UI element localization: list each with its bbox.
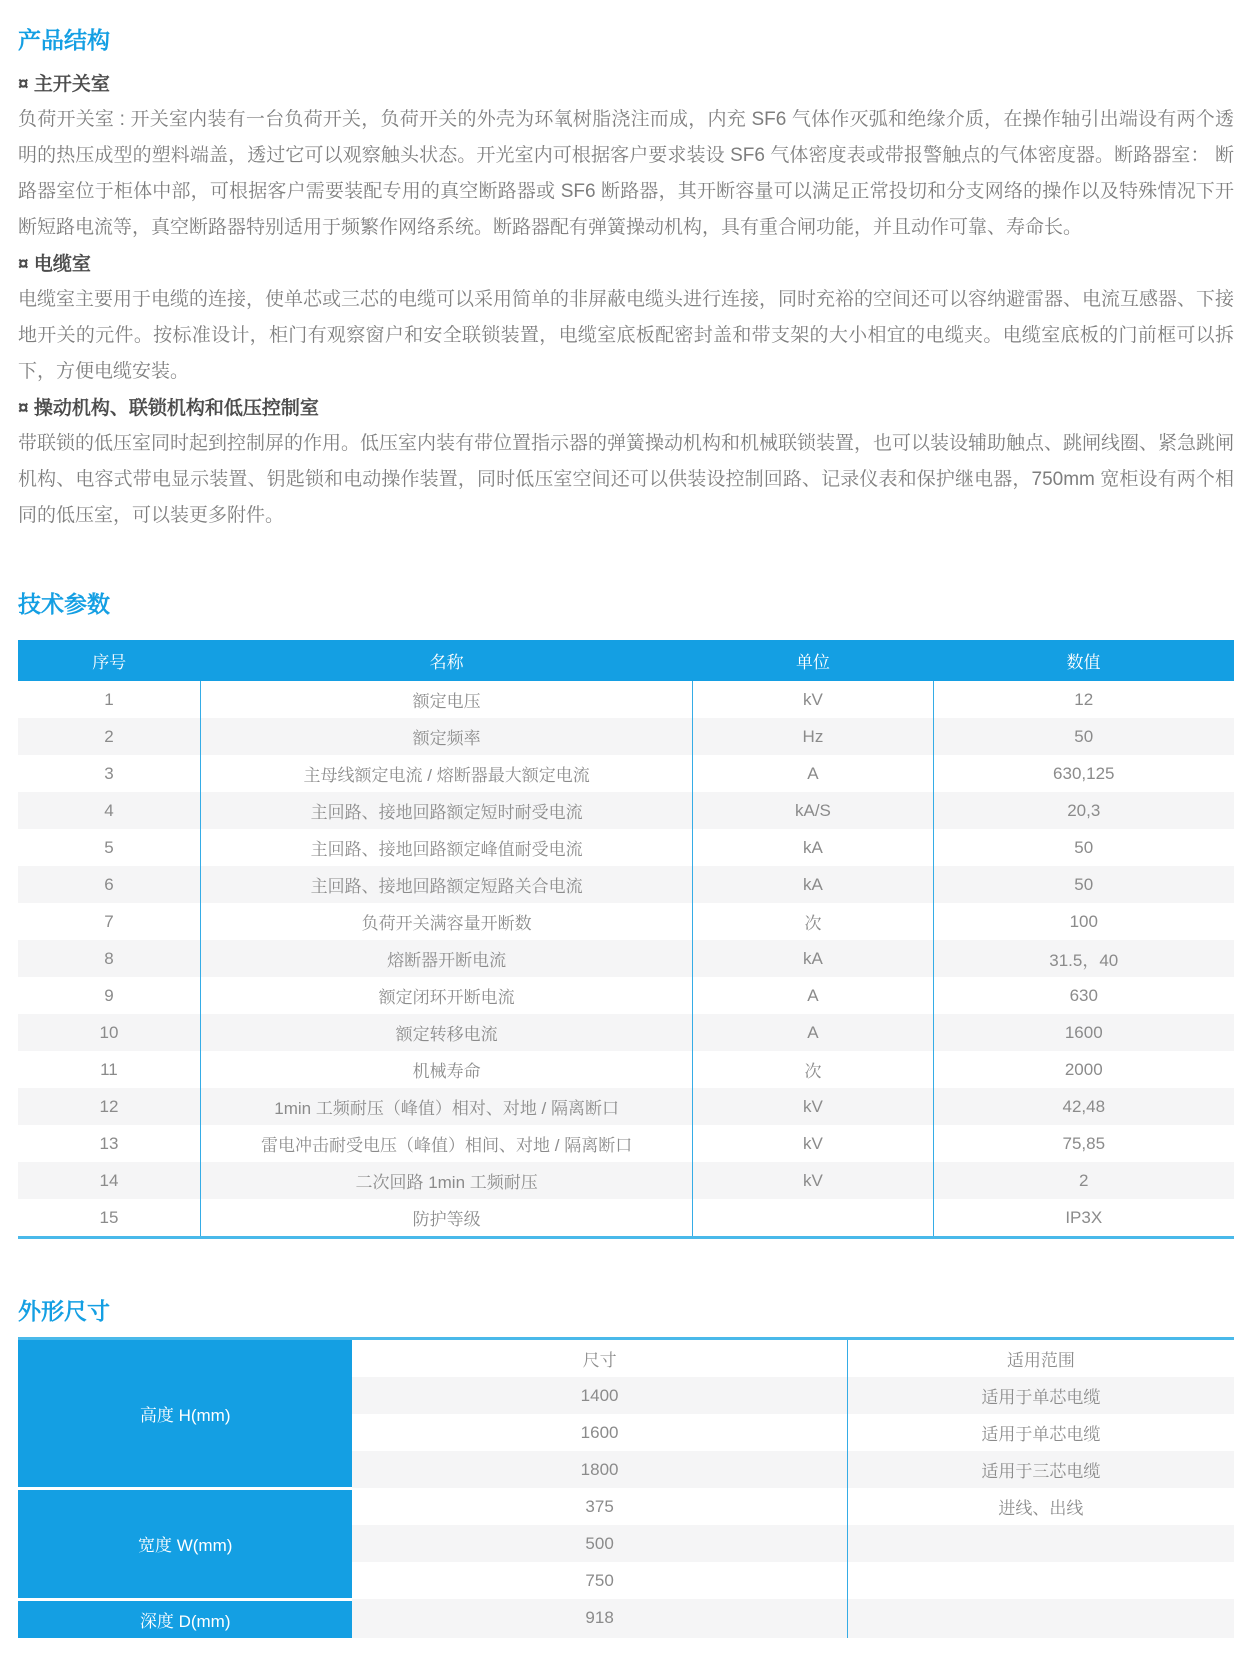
cell-range: 进线、出线 bbox=[998, 1499, 1084, 1518]
cell-name: 二次回路 1min 工频耐压 bbox=[200, 1162, 692, 1199]
cell-name: 主母线额定电流 / 熔断器最大额定电流 bbox=[200, 755, 692, 792]
cell-unit: A bbox=[693, 755, 933, 792]
table-header-row bbox=[18, 1339, 1234, 1378]
cell-name: 主回路、接地回路额定短时耐受电流 bbox=[200, 792, 692, 829]
dimensions-table bbox=[18, 1337, 1234, 1638]
table-row bbox=[18, 1014, 1234, 1051]
cell-range bbox=[847, 1525, 1234, 1562]
cell-index: 2 bbox=[18, 718, 200, 755]
cell-size: 375 bbox=[352, 1488, 847, 1525]
cell-size: 918 bbox=[352, 1599, 847, 1638]
cell-unit: A bbox=[693, 977, 933, 1014]
cell-unit: kA bbox=[693, 866, 933, 903]
cell-value: 42,48 bbox=[1062, 1096, 1106, 1116]
cell-unit: kA/S bbox=[693, 792, 933, 829]
cell-value: 50 bbox=[1074, 874, 1094, 894]
cell-value: 630 bbox=[1069, 985, 1098, 1005]
paragraph-cable-room: 电缆室主要用于电缆的连接，使单芯或三芯的电缆可以采用简单的非屏蔽电缆头进行连接，同时充裕的空间还可以容纳避雷器、电流互感器、下接地开关的元件。按标准设计，柜门有观察窗户和安全联锁装置，电缆室底板配密封盖和带支架的大小相宜的电缆夹。电缆室底板的门前框可以拆下，方便电缆安装。 bbox=[18, 289, 1235, 382]
cell-index: 3 bbox=[18, 755, 200, 792]
paragraph-operating-mechanism: 带联锁的低压室同时起到控制屏的作用。低压室内装有带位置指示器的弹簧操动机构和机械联锁装置，也可以装设辅助触点、跳闸线圈、紧急跳闸机构、电容式带电显示装置、钥匙锁和电动操作装置，同时低压室空间还可以供装设控制回路、记录仪表和保护继电器，750mm 宽柜设有两个相同的低压室，可以装更多附件。 bbox=[18, 433, 1235, 526]
subsection-title-operating-mechanism: ¤ 操动机构、联锁机构和低压控制室 bbox=[18, 398, 319, 419]
cell-size: 1400 bbox=[352, 1377, 847, 1414]
cell-unit: Hz bbox=[693, 718, 933, 755]
table-row bbox=[18, 1051, 1234, 1088]
cell-value: 12 bbox=[1074, 689, 1094, 709]
table-row bbox=[18, 1599, 1234, 1638]
cell-unit: kV bbox=[693, 681, 933, 718]
cell-value: 2000 bbox=[1064, 1059, 1103, 1079]
cell-name: 额定频率 bbox=[200, 718, 692, 755]
table-row bbox=[18, 718, 1234, 755]
technical-parameters-table bbox=[18, 640, 1234, 1239]
cell-size: 500 bbox=[352, 1525, 847, 1562]
table-row bbox=[18, 1162, 1234, 1199]
table-header-row bbox=[18, 640, 1234, 681]
cell-index: 12 bbox=[18, 1088, 200, 1125]
row-group-label-depth: 深度 D(mm) bbox=[18, 1599, 352, 1638]
cell-unit: 次 bbox=[693, 903, 933, 940]
cell-index: 4 bbox=[18, 792, 200, 829]
column-header-value: 数值 bbox=[933, 640, 1234, 681]
cell-range: 适用于单芯电缆 bbox=[981, 1388, 1101, 1407]
cell-value: IP3X bbox=[1065, 1207, 1103, 1227]
column-header-index: 序号 bbox=[18, 640, 200, 681]
subsection-title-main-switch-room: ¤ 主开关室 bbox=[18, 74, 110, 95]
cell-index: 9 bbox=[18, 977, 200, 1014]
table-row bbox=[18, 940, 1234, 977]
table-row bbox=[18, 829, 1234, 866]
cell-size: 1800 bbox=[352, 1451, 847, 1488]
row-group-label-height: 高度 H(mm) bbox=[18, 1339, 352, 1489]
cell-range: 适用于单芯电缆 bbox=[981, 1425, 1101, 1444]
cell-unit: kA bbox=[693, 829, 933, 866]
cell-value: 20,3 bbox=[1067, 800, 1101, 820]
table-row bbox=[18, 755, 1234, 792]
table-row bbox=[18, 903, 1234, 940]
cell-size: 750 bbox=[352, 1562, 847, 1599]
cell-index: 14 bbox=[18, 1162, 200, 1199]
cell-unit: kV bbox=[693, 1088, 933, 1125]
cell-index: 13 bbox=[18, 1125, 200, 1162]
cell-unit bbox=[693, 1199, 933, 1238]
table-row bbox=[18, 1125, 1234, 1162]
cell-size: 1600 bbox=[352, 1414, 847, 1451]
table-row bbox=[18, 681, 1234, 718]
column-header-application-range: 适用范围 bbox=[1006, 1351, 1075, 1370]
cell-index: 5 bbox=[18, 829, 200, 866]
cell-value: 1600 bbox=[1064, 1022, 1103, 1042]
paragraph-main-switch-room: 负荷开关室 : 开关室内装有一台负荷开关，负荷开关的外壳为环氧树脂浇注而成，内充 SF6 气体作灭弧和绝缘介质，在操作轴引出端设有两个透明的热压成型的塑料端盖，透过它可以观察触头状态。开光室内可根据客户要求装设 SF6 气体密度表或带报警触点的气体密度器。断路器室： 断路器室位于柜体中部，可根据客户需要装配专用的真空断路器或 SF6 断路器，其开断容量可以满足正常投切和分支网络的操作以及特殊情况下开断短路电流等，真空断路器特别适用于频繁作网络系统。断路器配有弹簧操动机构，具有重合闸功能，并且动作可靠、寿命长。 bbox=[18, 109, 1234, 238]
cell-unit: kA bbox=[693, 940, 933, 977]
cell-value: 100 bbox=[1069, 911, 1098, 931]
cell-index: 10 bbox=[18, 1014, 200, 1051]
cell-unit: 次 bbox=[693, 1051, 933, 1088]
cell-index: 7 bbox=[18, 903, 200, 940]
table-row bbox=[18, 792, 1234, 829]
cell-range: 适用于三芯电缆 bbox=[981, 1462, 1101, 1481]
cell-name: 额定转移电流 bbox=[200, 1014, 692, 1051]
cell-index: 11 bbox=[18, 1051, 200, 1088]
cell-name: 熔断器开断电流 bbox=[200, 940, 692, 977]
cell-name: 负荷开关满容量开断数 bbox=[200, 903, 692, 940]
cell-value: 50 bbox=[1074, 837, 1094, 857]
table-row bbox=[18, 1199, 1234, 1238]
section-title-dimensions: 外形尺寸 bbox=[18, 1298, 110, 1324]
cell-value: 50 bbox=[1074, 726, 1094, 746]
cell-index: 6 bbox=[18, 866, 200, 903]
cell-value: 75,85 bbox=[1062, 1133, 1106, 1153]
cell-value: 31.5，40 bbox=[1049, 951, 1119, 970]
column-header-size: 尺寸 bbox=[352, 1339, 847, 1378]
cell-value: 2 bbox=[1079, 1170, 1089, 1190]
cell-range bbox=[847, 1599, 1234, 1638]
cell-name: 主回路、接地回路额定短路关合电流 bbox=[200, 866, 692, 903]
table-row bbox=[18, 866, 1234, 903]
table-row bbox=[18, 977, 1234, 1014]
row-group-label-width: 宽度 W(mm) bbox=[18, 1488, 352, 1599]
column-header-unit: 单位 bbox=[693, 640, 933, 681]
table-row bbox=[18, 1488, 1234, 1525]
cell-unit: A bbox=[693, 1014, 933, 1051]
cell-name: 主回路、接地回路额定峰值耐受电流 bbox=[200, 829, 692, 866]
cell-index: 15 bbox=[18, 1199, 200, 1238]
cell-unit: kV bbox=[693, 1162, 933, 1199]
cell-name: 机械寿命 bbox=[200, 1051, 692, 1088]
cell-unit: kV bbox=[693, 1125, 933, 1162]
cell-name: 1min 工频耐压（峰值）相对、对地 / 隔离断口 bbox=[200, 1088, 692, 1125]
cell-name: 额定闭环开断电流 bbox=[200, 977, 692, 1014]
cell-value: 630,125 bbox=[1053, 763, 1115, 783]
subsection-title-cable-room: ¤ 电缆室 bbox=[18, 254, 91, 275]
cell-index: 8 bbox=[18, 940, 200, 977]
column-header-name: 名称 bbox=[200, 640, 692, 681]
section-title-technical-parameters: 技术参数 bbox=[18, 591, 110, 617]
cell-range bbox=[847, 1562, 1234, 1599]
cell-index: 1 bbox=[18, 681, 200, 718]
cell-name: 额定电压 bbox=[200, 681, 692, 718]
cell-name: 雷电冲击耐受电压（峰值）相间、对地 / 隔离断口 bbox=[200, 1125, 692, 1162]
cell-name: 防护等级 bbox=[200, 1199, 692, 1238]
section-title-product-structure: 产品结构 bbox=[18, 27, 110, 53]
table-row bbox=[18, 1088, 1234, 1125]
